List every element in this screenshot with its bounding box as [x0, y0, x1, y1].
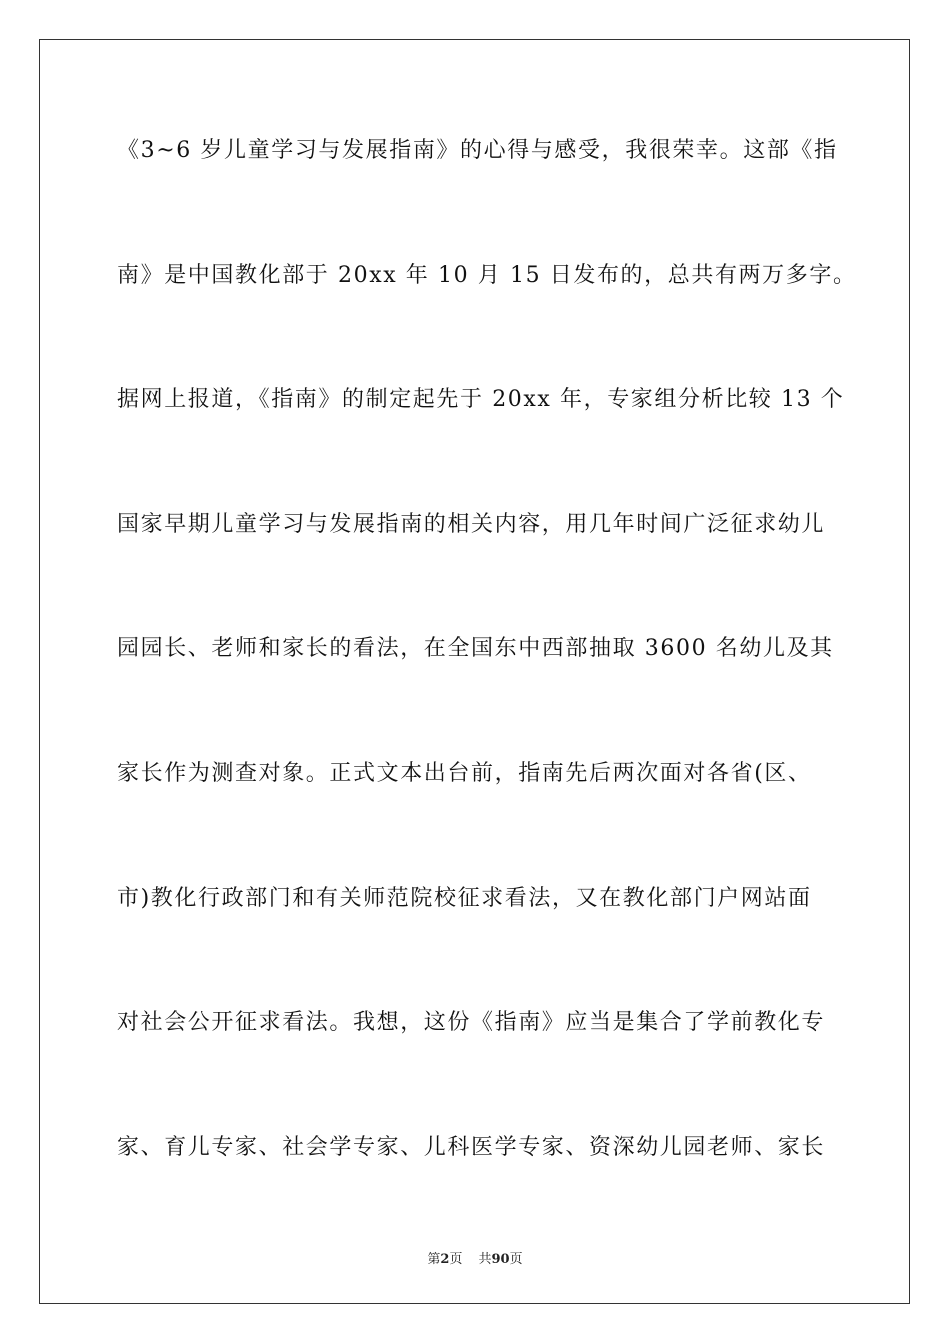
page-suffix: 页 — [449, 1252, 463, 1267]
text-line: 家长作为测查对象。正式文本出台前，指南先后两次面对各省(区、 — [117, 760, 812, 786]
text-line: 据网上报道，《指南》的制定起先于 20xx 年，专家组分析比较 13 个 — [117, 387, 845, 413]
page-footer — [0, 1248, 950, 1267]
text-line: 家、育儿专家、社会学专家、儿科医学专家、资深幼儿园老师、家长 — [117, 1134, 826, 1160]
page-indicator — [427, 1252, 462, 1267]
text-line: 南》是中国教化部于 20xx 年 10 月 15 日发布的，总共有两万多字。 — [117, 262, 857, 288]
page-number: 2 — [440, 1252, 450, 1267]
text-line: 对社会公开征求看法。我想，这份《指南》应当是集合了学前教化专 — [117, 1010, 826, 1036]
total-prefix: 共 — [478, 1252, 492, 1267]
total-number: 90 — [491, 1252, 510, 1267]
document-body — [117, 118, 857, 1239]
text-line: 园园长、老师和家长的看法，在全国东中西部抽取 3600 名幼儿及其 — [117, 636, 834, 662]
text-line: 《3~6 岁儿童学习与发展指南》的心得与感受，我很荣幸。这部《指 — [117, 138, 838, 163]
text-line: 市)教化行政部门和有关师范院校征求看法，又在教化部门户网站面 — [117, 885, 812, 911]
total-pages — [478, 1252, 522, 1267]
text-line: 国家早期儿童学习与发展指南的相关内容，用几年时间广泛征求幼儿 — [117, 511, 826, 537]
page-prefix: 第 — [427, 1252, 441, 1267]
total-suffix: 页 — [509, 1252, 523, 1267]
